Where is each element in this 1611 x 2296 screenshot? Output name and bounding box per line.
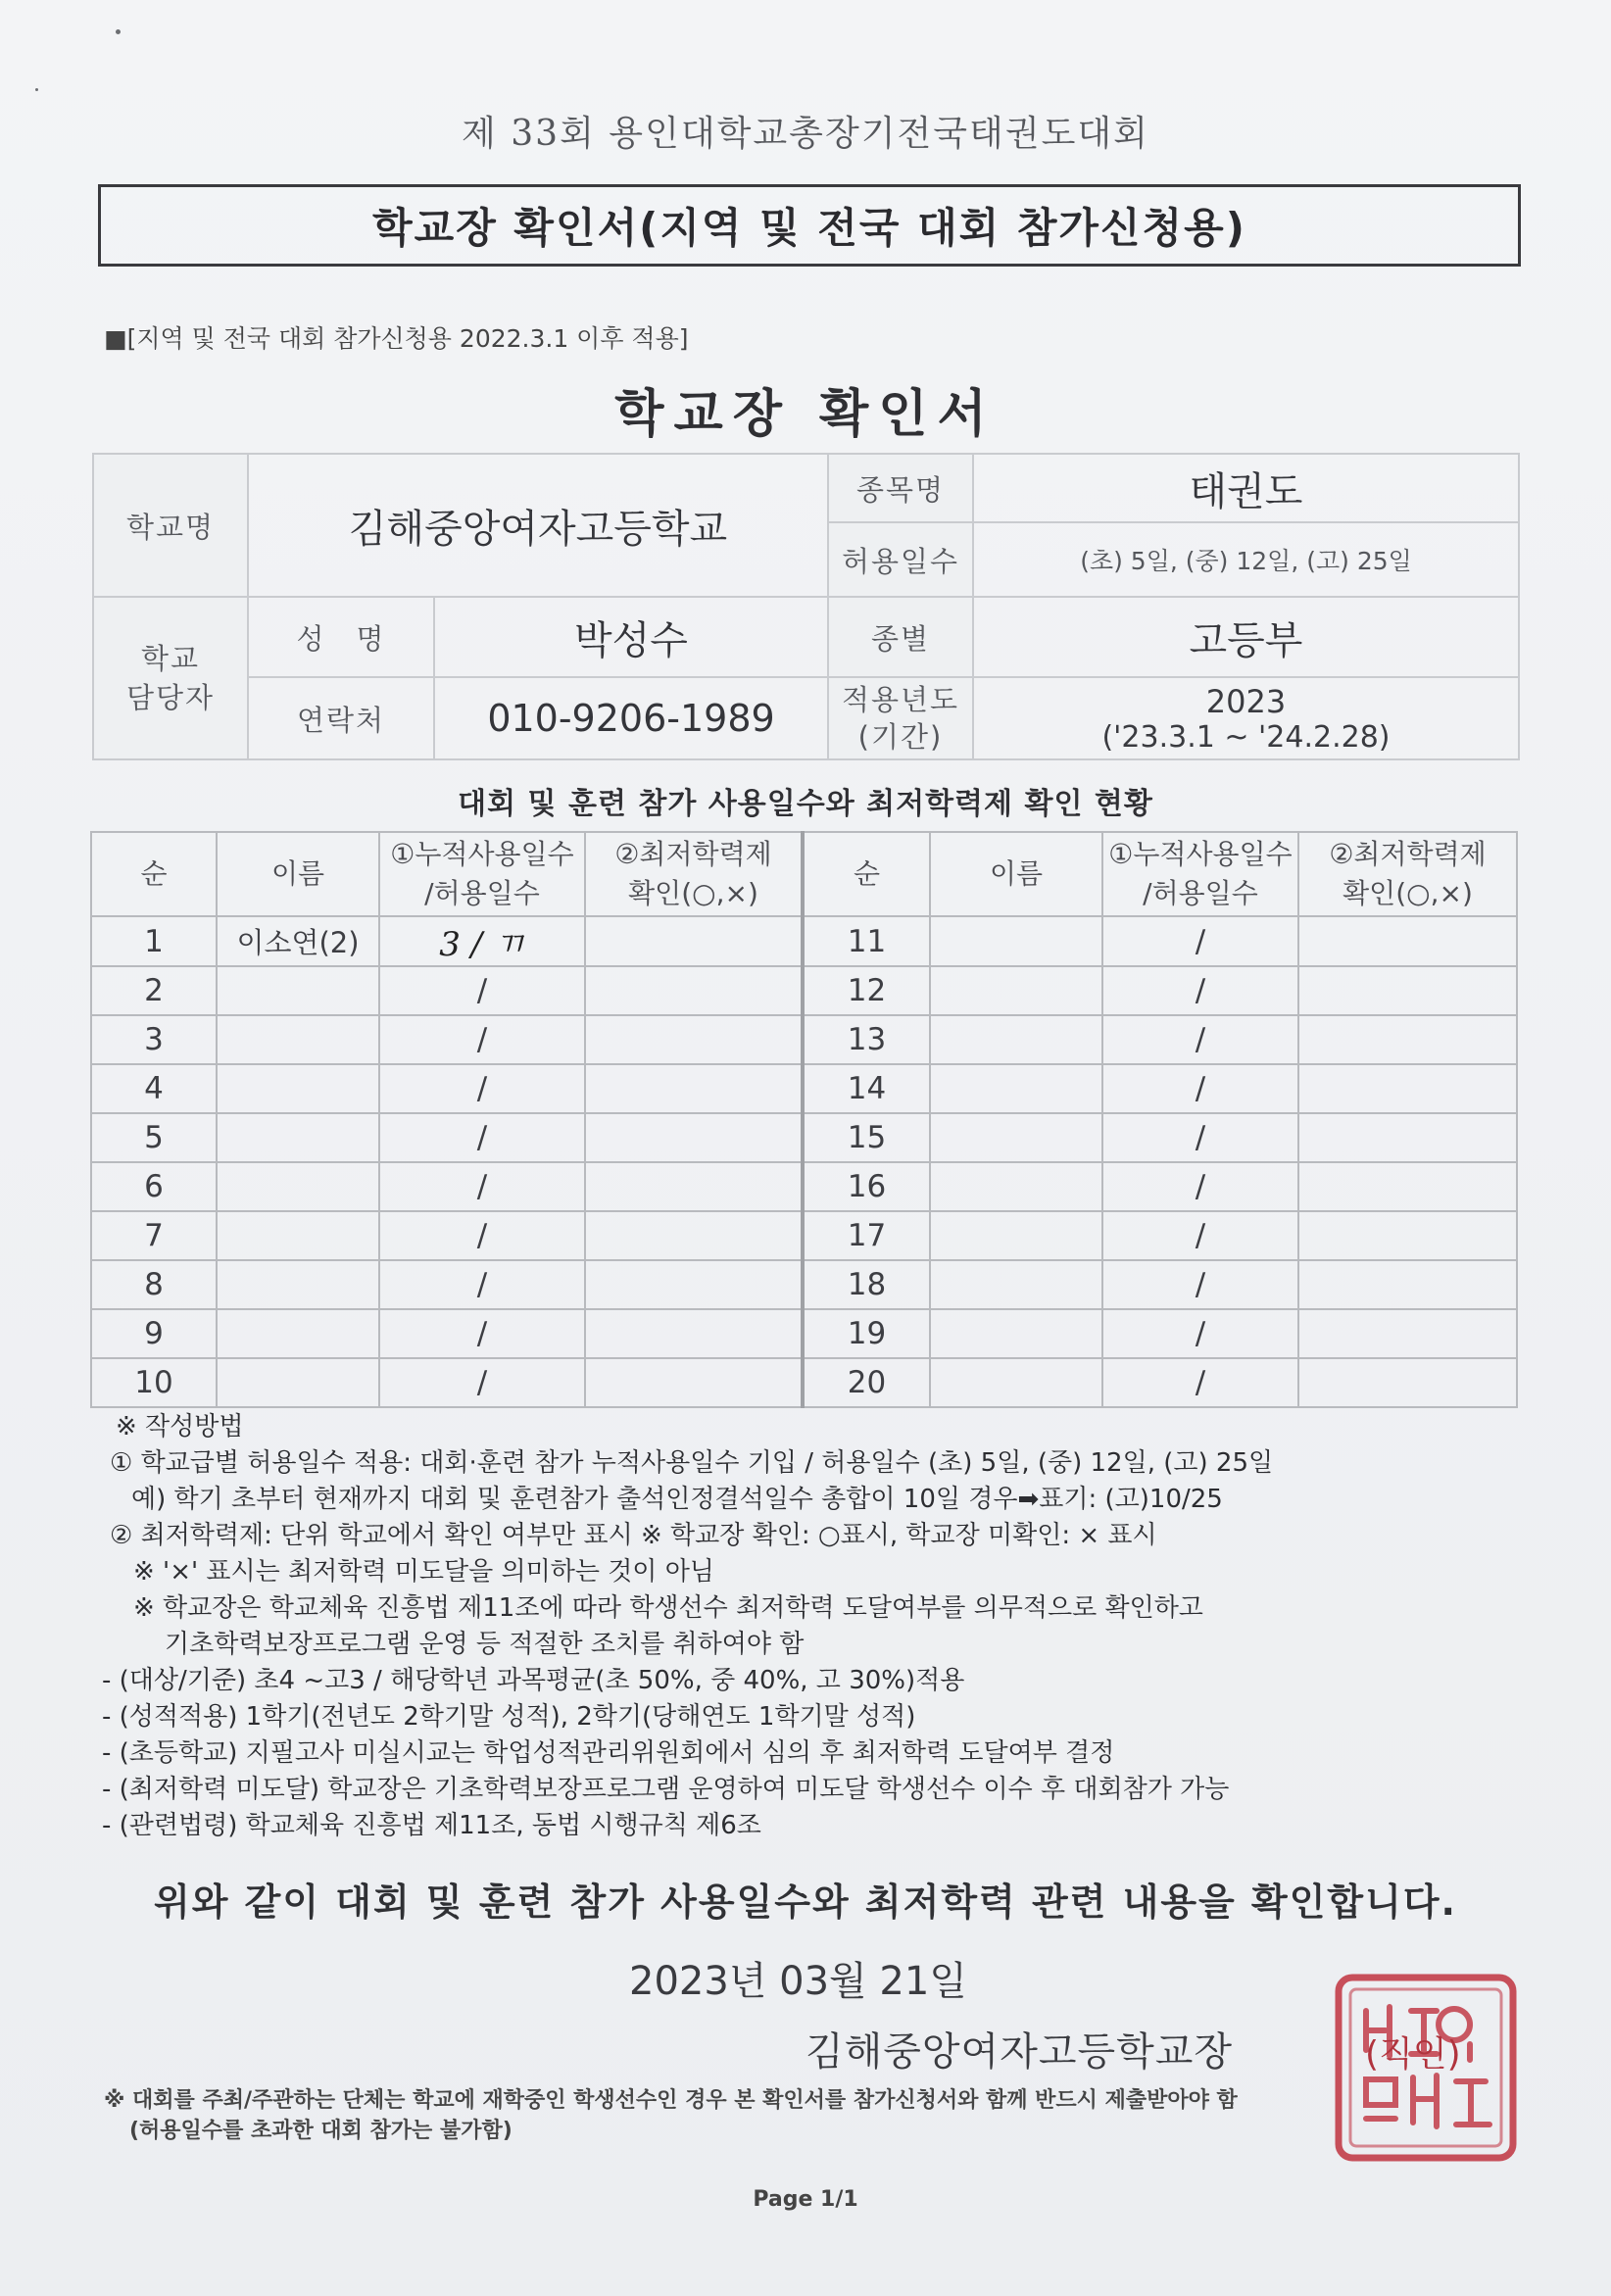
row-number: 9 (91, 1309, 217, 1358)
days-cell: / (379, 1113, 585, 1162)
contact-label: 연락처 (248, 677, 434, 759)
days-cell: / (379, 1358, 585, 1407)
days-cell: / (379, 1015, 585, 1064)
col-header-check (585, 832, 803, 916)
col-header-check-line2: 확인(○,×) (628, 877, 758, 909)
roster-section-title: 대회 및 훈련 참가 사용일수와 최저학력제 확인 현황 (458, 787, 1153, 821)
row-number: 5 (91, 1113, 217, 1162)
page-number: Page 1/1 (753, 2187, 858, 2212)
division-label: 종별 (828, 597, 973, 677)
days-cell: / (1102, 1064, 1298, 1113)
col-header-days-2-line2: /허용일수 (1143, 877, 1258, 909)
roster-row (91, 1260, 1517, 1309)
student-name (217, 1162, 379, 1211)
instruction-line-9: - (초등학교) 지필고사 미실시교는 학업성적관리위원회에서 심의 후 최저학력 도달여부 결정 (102, 1738, 1115, 1768)
days-cell: / (379, 1260, 585, 1309)
col-header-check-2-line1: ②최저학력제 (1329, 838, 1487, 870)
days-cell: / (1102, 1260, 1298, 1309)
check-cell (1298, 1309, 1517, 1358)
days-cell: / (379, 1211, 585, 1260)
instruction-line-6: 기초학력보장프로그램 운영 등 적절한 조치를 취하여야 함 (165, 1630, 805, 1659)
student-name (217, 1064, 379, 1113)
instruction-line-11: - (관련법령) 학교체육 진흥법 제11조, 동법 시행규칙 제6조 (102, 1811, 761, 1840)
division-value: 고등부 (973, 597, 1519, 677)
check-cell (1298, 1358, 1517, 1407)
footnote-line-2: (허용일수를 초과한 대회 참가는 불가함) (129, 2119, 513, 2143)
row-number: 12 (803, 966, 930, 1015)
col-header-days-line2: /허용일수 (424, 877, 540, 909)
days-cell: / (1102, 1211, 1298, 1260)
instruction-line-10: - (최저학력 미도달) 학교장은 기초학력보장프로그램 운영하여 미도달 학생선수 이수 후 대회참가 가능 (102, 1775, 1230, 1804)
row-number: 13 (803, 1015, 930, 1064)
check-cell (1298, 1211, 1517, 1260)
col-header-num-2: 순 (803, 832, 930, 916)
student-name (217, 1260, 379, 1309)
speck (116, 29, 121, 34)
col-header-check-line1: ②최저학력제 (614, 838, 772, 870)
student-name (930, 1015, 1102, 1064)
col-header-days-2-line1: ①누적사용일수 (1108, 838, 1293, 870)
document-title: 학교장 확인서 (614, 385, 997, 444)
student-name (930, 1113, 1102, 1162)
days-cell: / (1102, 966, 1298, 1015)
check-cell (585, 1211, 803, 1260)
instructions (102, 1409, 1540, 1844)
check-cell (585, 1064, 803, 1113)
footnote (104, 2085, 1505, 2146)
row-number: 15 (803, 1113, 930, 1162)
row-number: 16 (803, 1162, 930, 1211)
event-label: 종목명 (828, 454, 973, 522)
roster-row (91, 916, 1517, 966)
student-name (930, 1162, 1102, 1211)
check-cell (585, 1358, 803, 1407)
days-cell: / (1102, 1162, 1298, 1211)
instruction-line-7: - (대상/기준) 초4 ~고3 / 해당학년 과목평균(초 50%, 중 40%, 고 30%)적용 (102, 1666, 965, 1695)
row-number: 19 (803, 1309, 930, 1358)
form-title-box: 학교장 확인서(지역 및 전국 대회 참가신청용) (98, 184, 1521, 267)
row-number: 14 (803, 1064, 930, 1113)
instruction-line-8: - (성적적용) 1학기(전년도 2학기말 성적), 2학기(당해연도 1학기말 성적) (102, 1702, 916, 1732)
instruction-line-4: ※ '×' 표시는 최저학력 미도달을 의미하는 것이 아님 (133, 1557, 714, 1587)
instruction-line-5: ※ 학교장은 학교체육 진흥법 제11조에 따라 학생선수 최저학력 도달여부를 의무적으로 확인하고 (133, 1593, 1203, 1623)
student-name (930, 1064, 1102, 1113)
days-cell: / (1102, 1113, 1298, 1162)
row-number: 1 (91, 916, 217, 966)
manager-name-value: 박성수 (434, 597, 828, 677)
row-number: 17 (803, 1211, 930, 1260)
check-cell (1298, 916, 1517, 966)
check-cell (585, 966, 803, 1015)
row-number: 10 (91, 1358, 217, 1407)
school-name-label: 학교명 (93, 454, 248, 597)
days-cell: / (379, 1162, 585, 1211)
check-cell (585, 916, 803, 966)
school-name-value: 김해중앙여자고등학교 (248, 454, 828, 597)
student-name (217, 1015, 379, 1064)
allowed-days-value: (초) 5일, (중) 12일, (고) 25일 (973, 522, 1519, 597)
row-number: 20 (803, 1358, 930, 1407)
row-number: 18 (803, 1260, 930, 1309)
year-label: 적용년도 (기간) (828, 677, 973, 759)
check-cell (1298, 1162, 1517, 1211)
year-period: ('23.3.1 ~ '24.2.28) (1101, 719, 1391, 755)
row-number: 6 (91, 1162, 217, 1211)
allowed-days-label: 허용일수 (828, 522, 973, 597)
check-cell (1298, 1260, 1517, 1309)
col-header-days (379, 832, 585, 916)
check-cell (1298, 1064, 1517, 1113)
applicability-note: ■[지역 및 전국 대회 참가신청용 2022.3.1 이후 적용] (104, 324, 689, 353)
student-name (217, 966, 379, 1015)
check-cell (1298, 1015, 1517, 1064)
student-name: 이소연(2) (217, 916, 379, 966)
info-table (92, 453, 1520, 760)
instruction-line-2: 예) 학기 초부터 현재까지 대회 및 훈련참가 출석인정결석일수 총합이 10일 경우➡표기: (고)10/25 (131, 1485, 1223, 1514)
row-number: 4 (91, 1064, 217, 1113)
roster-row (91, 1358, 1517, 1407)
row-number: 2 (91, 966, 217, 1015)
year-cell (973, 677, 1519, 759)
event-value: 태권도 (973, 454, 1519, 522)
check-cell (585, 1162, 803, 1211)
student-name (217, 1309, 379, 1358)
student-name (930, 1211, 1102, 1260)
col-header-days-2 (1102, 832, 1298, 916)
principal-title: 김해중앙여자고등학교장 (806, 2029, 1234, 2075)
year-value: 2023 (1205, 682, 1287, 720)
days-cell: / (379, 966, 585, 1015)
days-cell: / (1102, 916, 1298, 966)
row-number: 7 (91, 1211, 217, 1260)
competition-header: 제 33회 용인대학교총장기전국태권도대회 (462, 114, 1149, 154)
roster-row (91, 1162, 1517, 1211)
student-name (217, 1358, 379, 1407)
roster-row (91, 1309, 1517, 1358)
manager-label: 학교 담당자 (93, 597, 248, 759)
student-name (930, 916, 1102, 966)
days-cell: / (379, 1309, 585, 1358)
col-header-name: 이름 (217, 832, 379, 916)
days-cell: 3 / ㄲ (379, 916, 585, 966)
col-header-days-line1: ①누적사용일수 (390, 838, 574, 870)
instruction-line-3: ② 최저학력제: 단위 학교에서 확인 여부만 표시 ※ 학교장 확인: ○표시, 학교장 미확인: × 표시 (110, 1521, 1157, 1550)
student-name (930, 1260, 1102, 1309)
footnote-line-1: ※ 대회를 주최/주관하는 단체는 학교에 재학중인 학생선수인 경우 본 확인서를 참가신청서와 함께 반드시 제출받아야 함 (104, 2088, 1238, 2113)
instructions-heading: ※ 작성방법 (116, 1412, 244, 1441)
days-cell: / (379, 1064, 585, 1113)
roster-table (90, 831, 1518, 1408)
roster-body (91, 916, 1517, 1407)
confirmation-statement: 위와 같이 대회 및 훈련 참가 사용일수와 최저학력 관련 내용을 확인합니다. (154, 1881, 1457, 1924)
roster-row (91, 966, 1517, 1015)
check-cell (585, 1309, 803, 1358)
row-number: 3 (91, 1015, 217, 1064)
col-header-num: 순 (91, 832, 217, 916)
roster-row (91, 1113, 1517, 1162)
check-cell (585, 1015, 803, 1064)
days-cell: / (1102, 1015, 1298, 1064)
student-name (930, 966, 1102, 1015)
row-number: 11 (803, 916, 930, 966)
roster-row (91, 1015, 1517, 1064)
student-name (930, 1358, 1102, 1407)
student-name (217, 1211, 379, 1260)
row-number: 8 (91, 1260, 217, 1309)
col-header-check-2 (1298, 832, 1517, 916)
col-header-check-2-line2: 확인(○,×) (1342, 877, 1473, 909)
check-cell (1298, 966, 1517, 1015)
col-header-name-2: 이름 (930, 832, 1102, 916)
issue-date: 2023년 03월 21일 (629, 1959, 967, 2004)
check-cell (585, 1260, 803, 1309)
roster-row (91, 1211, 1517, 1260)
check-cell (1298, 1113, 1517, 1162)
manager-name-label: 성 명 (248, 597, 434, 677)
instruction-line-1: ① 학교급별 허용일수 적용: 대회·훈련 참가 누적사용일수 기입 / 허용일수 (초) 5일, (중) 12일, (고) 25일 (110, 1448, 1274, 1478)
check-cell (585, 1113, 803, 1162)
speck (35, 88, 38, 91)
contact-value: 010-9206-1989 (434, 677, 828, 759)
student-name (930, 1309, 1102, 1358)
seal-label: (직인) (1365, 2034, 1461, 2075)
student-name (217, 1113, 379, 1162)
roster-row (91, 1064, 1517, 1113)
days-cell: / (1102, 1358, 1298, 1407)
days-cell: / (1102, 1309, 1298, 1358)
